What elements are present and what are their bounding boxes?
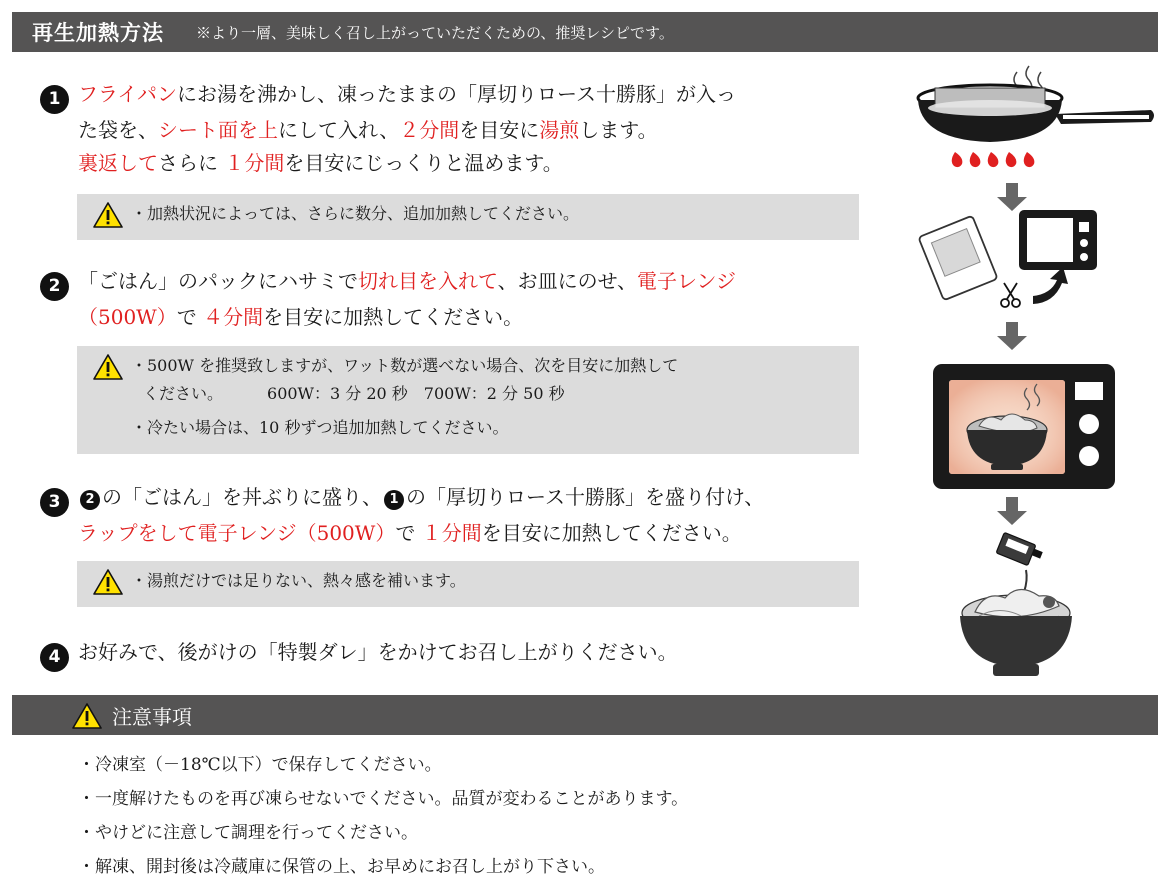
step-1-text: さらに: [158, 151, 225, 175]
warning-icon: [72, 701, 104, 729]
microwave-icon: [1019, 210, 1097, 270]
step-3-text: の「ごはん」を丼ぶりに盛り、: [102, 485, 382, 509]
arrow-down-icon: [997, 497, 1027, 525]
step-3-text: で: [395, 521, 422, 545]
caution-item: ・やけどに注意して調理を行ってください。: [78, 823, 418, 843]
step-1-text: を目安に: [459, 118, 540, 142]
step-4: [40, 636, 678, 672]
step-1-highlight: 裏返して: [78, 151, 158, 175]
caution-item: ・一度解けたものを再び凍らせないでください。品質が変わることがあります。: [78, 789, 689, 809]
step-2-text: 、お皿にのせ、: [497, 269, 638, 293]
note-text: ・冷たい場合は、10 秒ずつ追加加熱してください。: [131, 418, 509, 437]
step-3: [40, 481, 764, 550]
step-ref-1: 1: [384, 490, 404, 510]
step-2-highlight: 切れ目を入れて: [358, 269, 498, 293]
step-1-text: にお湯を沸かし、凍ったままの「厚切りロース十勝豚」が入っ: [177, 82, 736, 106]
caution-item: ・冷凍室（－18℃以下）で保存してください。: [78, 755, 442, 775]
header-note: ※より一層、美味しく召し上がっていただくための、推奨レシピです。: [196, 23, 674, 42]
arrow-down-icon: [997, 183, 1027, 211]
step-2-highlight: ４分間: [203, 305, 264, 329]
step-1-highlight: シート面を上: [158, 118, 278, 142]
note-text: ください。: [143, 384, 224, 403]
step-3-highlight: １分間: [421, 521, 482, 545]
note-text: ・湯煎だけでは足りない、熱々感を補います。: [131, 571, 466, 590]
flame-icon: [952, 152, 1035, 167]
step-1-text: た袋を、: [78, 118, 158, 142]
step-number-2: 2: [40, 272, 69, 301]
step-2-text: で: [176, 305, 204, 329]
step-1-text: にして入れ、: [278, 118, 400, 142]
step-1-highlight: １分間: [224, 151, 285, 175]
step-1-highlight: ２分間: [399, 118, 460, 142]
header-bar: [12, 12, 1158, 52]
step-2-note: [77, 346, 859, 454]
step-2: [40, 265, 736, 334]
step-1-highlight: 湯煎: [539, 118, 580, 142]
caution-item: ・解凍、開封後は冷蔵庫に保管の上、お早めにお召し上がり下さい。: [78, 857, 605, 877]
caution-list: [78, 748, 688, 884]
step-ref-2: 2: [80, 490, 100, 510]
page-title: 再生加熱方法: [32, 20, 164, 45]
illustration-column: [905, 60, 1160, 690]
note-text: 600W：3 分 20 秒 700W：2 分 50 秒: [267, 384, 565, 403]
step-1-note: [77, 194, 859, 240]
step-4-text: お好みで、後がけの「特製ダレ」をかけてお召し上がりください。: [78, 640, 678, 664]
step-3-text: の「厚切りロース十勝豚」を盛り付け、: [406, 485, 765, 509]
step-1-text: を目安にじっくりと温めます。: [284, 151, 563, 175]
step-2-text: を目安に加熱してください。: [263, 305, 524, 329]
caution-bar: [12, 695, 1158, 735]
warning-icon: [93, 200, 125, 228]
step-number-1: 1: [40, 85, 69, 114]
warning-icon: [93, 567, 125, 595]
rice-pack-icon: [918, 216, 997, 301]
scissors-icon: [1001, 283, 1020, 307]
step-1: [40, 78, 736, 180]
sauce-bottle-icon: [996, 532, 1043, 592]
arrow-icon: [1033, 267, 1068, 304]
caution-title: 注意事項: [112, 704, 192, 729]
step-number-3: 3: [40, 488, 69, 517]
step-1-text: します。: [579, 118, 658, 142]
note-text: ・加熱状況によっては、さらに数分、追加加熱してください。: [131, 204, 580, 223]
step-number-4: 4: [40, 643, 69, 672]
step-2-highlight: 電子レンジ: [637, 269, 737, 293]
step-1-text: フライパン: [78, 82, 177, 106]
note-text: ・500W を推奨致しますが、ワット数が選べない場合、次を目安に加熱して: [131, 356, 679, 375]
frying-pan-icon: [918, 66, 1154, 142]
step-2-text: 「ごはん」のパックにハサミで: [78, 269, 358, 293]
step-3-highlight: ラップをして電子レンジ（500W）: [78, 521, 396, 545]
step-2-highlight: （500W）: [78, 305, 177, 329]
bowl-icon: [960, 589, 1072, 676]
step-3-text: を目安に加熱してください。: [481, 521, 742, 545]
step-3-note: [77, 561, 859, 607]
warning-icon: [93, 352, 125, 380]
arrow-down-icon: [997, 322, 1027, 350]
